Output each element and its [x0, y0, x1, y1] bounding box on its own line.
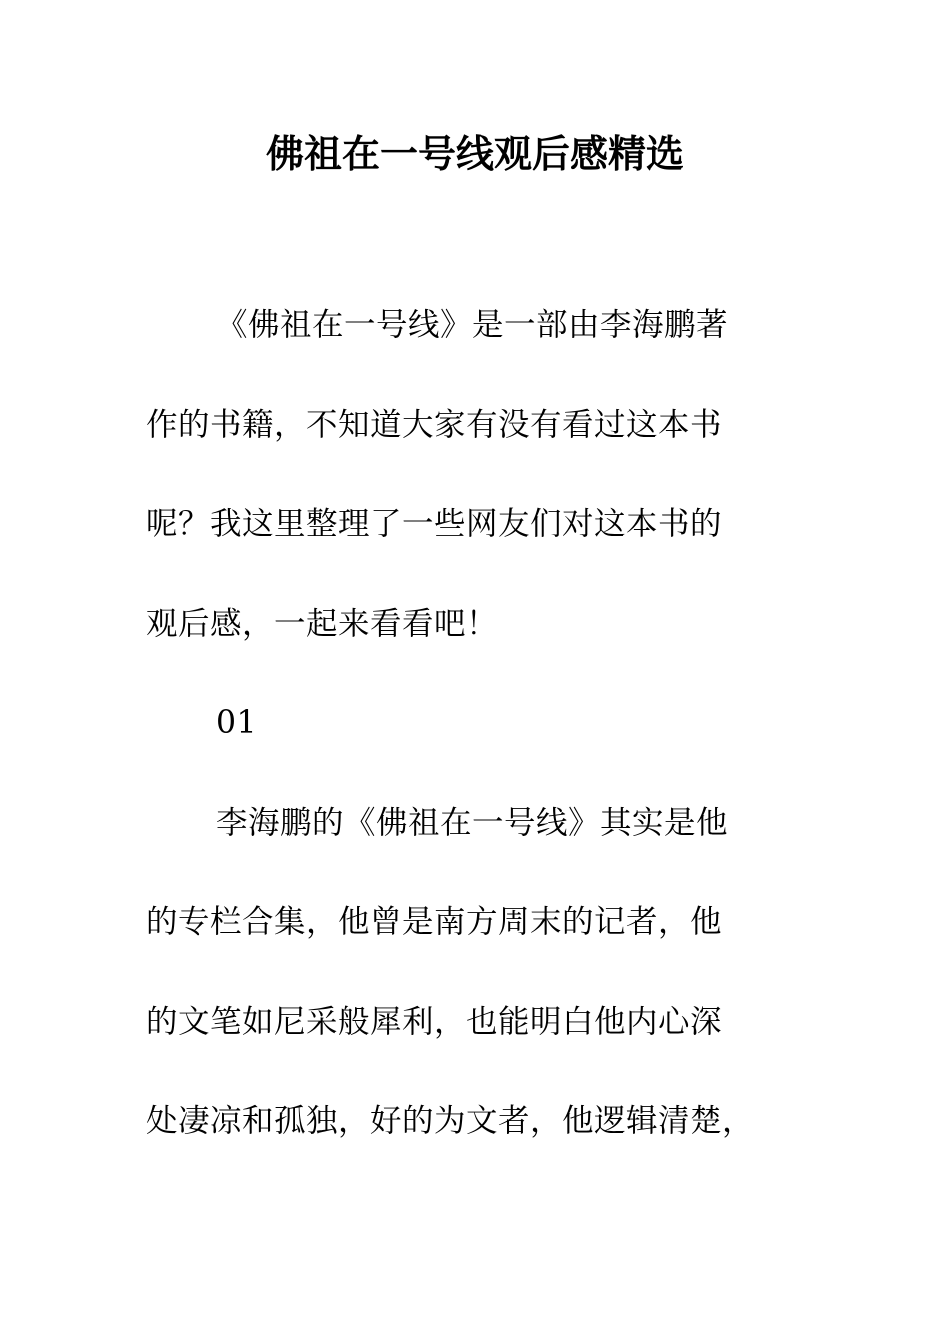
paragraph-line-2: 作的书籍，不知道大家有没有看过这本书 — [146, 407, 723, 443]
paragraph-line-8: 处凄凉和孤独，好的为文者，他逻辑清楚， — [146, 1103, 755, 1139]
paragraph-line-5: 李海鹏的《佛祖在一号线》其实是他 — [216, 805, 729, 841]
paragraph-line-3: 呢？我这里整理了一些网友们对这本书的 — [146, 506, 723, 542]
document-title: 佛祖在一号线观后感精选 — [265, 131, 684, 176]
paragraph-line-6: 的专栏合集，他曾是南方周末的记者，他 — [146, 904, 723, 940]
section-number: 01 — [216, 705, 258, 741]
paragraph-line-7: 的文笔如尼采般犀利，也能明白他内心深 — [146, 1004, 723, 1040]
paragraph-line-1: 《佛祖在一号线》是一部由李海鹏著 — [216, 307, 729, 343]
paragraph-line-4: 观后感，一起来看看吧！ — [146, 606, 499, 642]
